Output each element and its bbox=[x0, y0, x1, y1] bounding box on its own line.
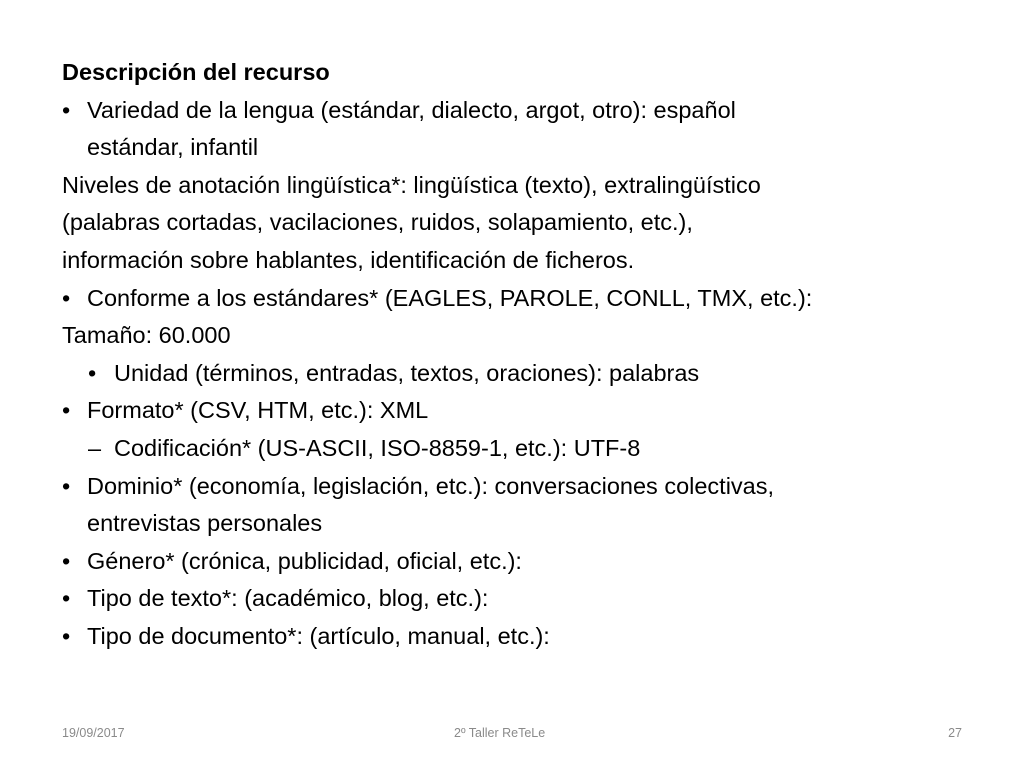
paragraph-line bbox=[0, 242, 1024, 280]
bullet-text: Unidad (términos, entradas, textos, oraciones): palabras bbox=[114, 359, 700, 386]
bullet-icon: • bbox=[62, 547, 71, 574]
bullet-line bbox=[0, 392, 1024, 430]
bullet-line bbox=[0, 618, 1024, 656]
bullet-line bbox=[0, 92, 1024, 130]
bullet-icon: • bbox=[62, 397, 71, 424]
bullet-text: Tipo de texto*: (académico, blog, etc.): bbox=[87, 585, 489, 612]
paragraph-line bbox=[0, 204, 1024, 242]
continuation-line bbox=[0, 505, 1024, 543]
bullet-icon: • bbox=[62, 622, 71, 649]
footer-page-number: 27 bbox=[948, 726, 962, 740]
bullet-icon: • bbox=[88, 359, 97, 386]
bullet-text: Variedad de la lengua (estándar, dialecto, argot, otro): español bbox=[87, 96, 736, 123]
dash-line bbox=[0, 430, 1024, 468]
bullet-text: Dominio* (economía, legislación, etc.): conversaciones colectivas, bbox=[87, 472, 775, 499]
bullet-text: estándar, infantil bbox=[87, 134, 259, 161]
paragraph-text: Tamaño: 60.000 bbox=[62, 322, 231, 349]
bullet-line bbox=[0, 280, 1024, 318]
bullet-line bbox=[0, 543, 1024, 581]
bullet-icon: • bbox=[62, 284, 71, 311]
paragraph-line bbox=[0, 317, 1024, 355]
bullet-text: Conforme a los estándares* (EAGLES, PAROLE, CONLL, TMX, etc.): bbox=[87, 284, 813, 311]
footer-date: 19/09/2017 bbox=[62, 726, 125, 740]
slide-title-line bbox=[0, 54, 1024, 92]
bullet-icon: • bbox=[62, 96, 71, 123]
bullet-icon: • bbox=[62, 585, 71, 612]
bullet-text: Tipo de documento*: (artículo, manual, etc.): bbox=[87, 622, 550, 649]
bullet-text: Formato* (CSV, HTM, etc.): XML bbox=[87, 397, 429, 424]
paragraph-text: Niveles de anotación lingüística*: lingüística (texto), extralingüístico bbox=[62, 171, 761, 198]
slide-body bbox=[0, 54, 1024, 656]
dash-icon: – bbox=[88, 434, 102, 461]
bullet-text: Género* (crónica, publicidad, oficial, etc.): bbox=[87, 547, 522, 574]
bullet-line bbox=[0, 580, 1024, 618]
paragraph-line bbox=[0, 167, 1024, 205]
paragraph-text: (palabras cortadas, vacilaciones, ruidos, solapamiento, etc.), bbox=[62, 209, 693, 236]
bullet-text: entrevistas personales bbox=[87, 510, 323, 537]
bullet-icon: • bbox=[62, 472, 71, 499]
slide-title: Descripción del recurso bbox=[62, 59, 330, 85]
bullet-line bbox=[0, 468, 1024, 506]
dash-text: Codificación* (US-ASCII, ISO-8859-1, etc.): UTF-8 bbox=[114, 434, 641, 461]
sub-bullet-line bbox=[0, 355, 1024, 393]
footer-title: 2º Taller ReTeLe bbox=[454, 726, 546, 740]
continuation-line bbox=[0, 129, 1024, 167]
paragraph-text: información sobre hablantes, identificación de ficheros. bbox=[62, 246, 635, 273]
